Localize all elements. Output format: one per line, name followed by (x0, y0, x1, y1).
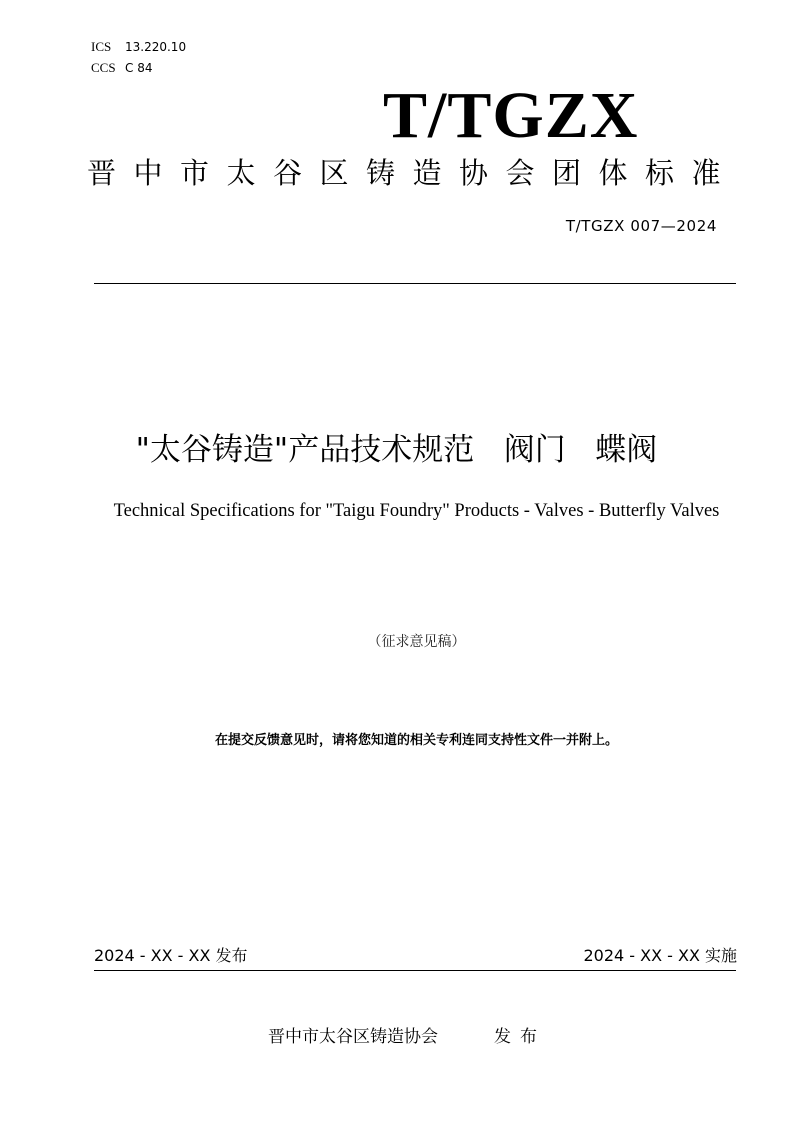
publish-label: 发布 (494, 1027, 546, 1047)
standard-logo: T/TGZX (383, 79, 639, 152)
publisher-name: 晋中市太谷区铸造协会 (268, 1027, 438, 1047)
draft-status: （征求意见稿） (367, 634, 466, 650)
standard-number: T/TGZX 007—2024 (565, 217, 717, 235)
title-english: Technical Specifications for "Taigu Foundry" Products - Valves - Butterfly Valves (113, 501, 720, 521)
issue-date: 2024 - XX - XX 发布 (94, 946, 248, 965)
ics-label: ICS (91, 39, 112, 54)
title-chinese: "太谷铸造"产品技术规范 阀门 蝶阀 (135, 432, 658, 468)
ccs-value: C 84 (125, 61, 153, 75)
ics-value: 13.220.10 (125, 40, 187, 54)
ics-code (91, 39, 186, 55)
implementation-date: 2024 - XX - XX 实施 (583, 946, 737, 965)
ccs-label: CCS (91, 60, 116, 75)
org-standard-heading: 晋中市太谷区铸造协会团体标准 (87, 156, 739, 190)
top-divider (94, 283, 736, 284)
bottom-divider (94, 970, 736, 971)
feedback-note: 在提交反馈意见时，请将您知道的相关专利连同支持性文件一并附上。 (214, 733, 618, 748)
ccs-code (91, 60, 152, 76)
